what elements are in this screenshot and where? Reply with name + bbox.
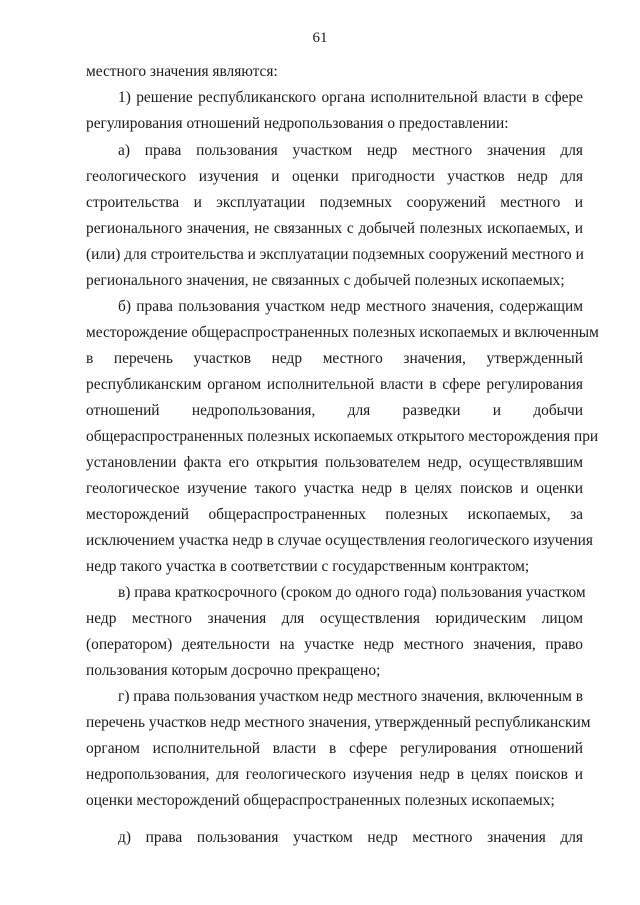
text-line: б) права пользования участком недр местного значения, содержащим: [118, 298, 583, 315]
text-line: д) права пользования участком недр местного значения для: [118, 829, 583, 846]
text-line: республиканским органом исполнительной власти в сфере регулирования: [86, 376, 583, 393]
text-line: (или) для строительства и эксплуатации подземных сооружений местного и: [86, 246, 584, 263]
text-line: в) права краткосрочного (сроком до одного года) пользования участком: [118, 584, 586, 601]
text-line: строительства и эксплуатации подземных сооружений местного и: [86, 194, 583, 211]
text-line: недр местного значения для осуществления юридическим лицом: [86, 610, 583, 627]
text-line: регулирования отношений недропользования о предоставлении:: [86, 115, 509, 132]
text-line: местного значения являются:: [86, 63, 278, 80]
text-line: в перечень участков недр местного значения, утвержденный: [86, 350, 583, 367]
text-line: регионального значения, не связанных с добычей полезных ископаемых, и: [86, 220, 583, 237]
text-line: исключением участка недр в случае осуществления геологического изучения: [86, 532, 593, 549]
page-number: 61: [312, 30, 328, 46]
text-line: установлении факта его открытия пользователем недр, осуществлявшим: [86, 454, 583, 471]
text-line: геологическое изучение такого участка недр в целях поисков и оценки: [86, 480, 583, 497]
text-line: органом исполнительной власти в сфере регулирования отношений: [86, 740, 583, 757]
text-line: месторождений общераспространенных полезных ископаемых, за: [86, 506, 583, 523]
text-line: 1) решение республиканского органа исполнительной власти в сфере: [118, 89, 583, 106]
text-line: регионального значения, не связанных с добычей полезных ископаемых;: [86, 272, 565, 289]
text-line: общераспространенных полезных ископаемых открытого месторождения при: [86, 428, 599, 445]
text-line: недр такого участка в соответствии с государственным контрактом;: [86, 558, 530, 575]
text-line: отношений недропользования, для разведки и добычи: [86, 402, 583, 419]
text-line: г) права пользования участком недр местного значения, включенным в: [118, 688, 583, 705]
text-line: перечень участков недр местного значения, утвержденный республиканским: [86, 714, 591, 731]
text-line: пользования которым досрочно прекращено;: [86, 662, 381, 679]
text-line: месторождение общераспространенных полезных ископаемых и включенным: [86, 324, 599, 341]
text-line: (оператором) деятельности на участке недр местного значения, право: [86, 636, 583, 653]
text-line: а) права пользования участком недр местного значения для: [118, 142, 583, 159]
text-line: недропользования, для геологического изучения недр в целях поисков и: [86, 766, 583, 783]
text-line: оценки месторождений общераспространенных полезных ископаемых;: [86, 792, 555, 809]
text-line: геологического изучения и оценки пригодности участков недр для: [86, 168, 583, 185]
